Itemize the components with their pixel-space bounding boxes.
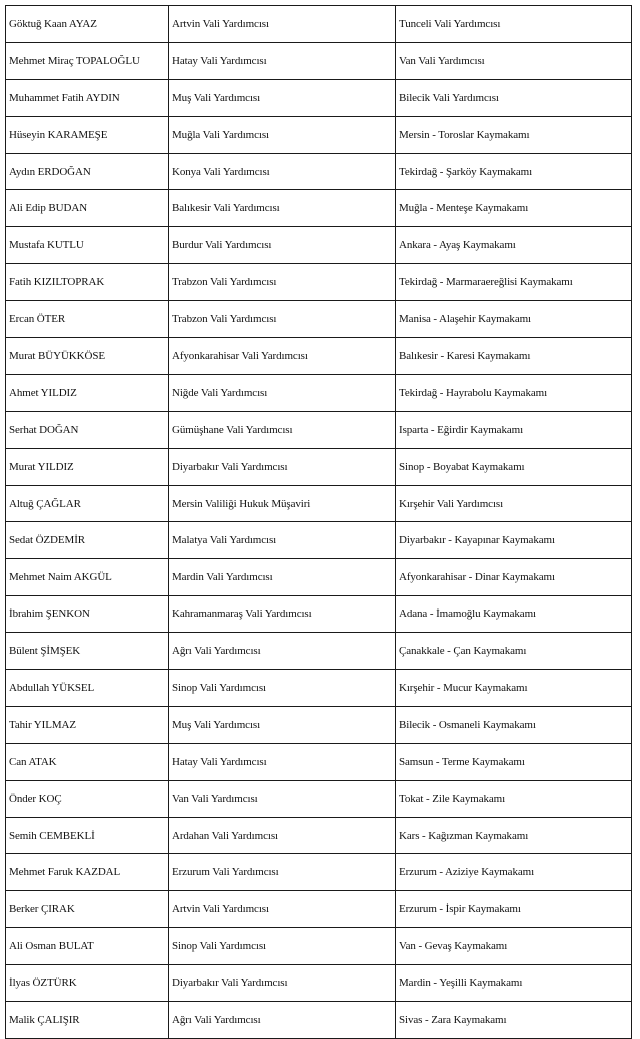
person-name-cell: Murat BÜYÜKKÖSE xyxy=(6,338,169,375)
previous-position-cell: Van Vali Yardımcısı xyxy=(169,780,396,817)
table-row xyxy=(6,1002,632,1039)
table-row xyxy=(6,743,632,780)
table-row xyxy=(6,670,632,707)
previous-position-cell: Artvin Vali Yardımcısı xyxy=(169,6,396,43)
table-row xyxy=(6,596,632,633)
table-row xyxy=(6,485,632,522)
new-position-cell: Kars - Kağızman Kaymakamı xyxy=(396,817,632,854)
previous-position-cell: Ağrı Vali Yardımcısı xyxy=(169,1002,396,1039)
new-position-cell: Ankara - Ayaş Kaymakamı xyxy=(396,227,632,264)
new-position-cell: Van Vali Yardımcısı xyxy=(396,42,632,79)
new-position-cell: Mardin - Yeşilli Kaymakamı xyxy=(396,965,632,1002)
appointment-document xyxy=(5,5,631,1039)
previous-position-cell: Muğla Vali Yardımcısı xyxy=(169,116,396,153)
previous-position-cell: Erzurum Vali Yardımcısı xyxy=(169,854,396,891)
table-row xyxy=(6,6,632,43)
new-position-cell: Samsun - Terme Kaymakamı xyxy=(396,743,632,780)
new-position-cell: Tokat - Zile Kaymakamı xyxy=(396,780,632,817)
previous-position-cell: Diyarbakır Vali Yardımcısı xyxy=(169,448,396,485)
person-name-cell: Can ATAK xyxy=(6,743,169,780)
person-name-cell: Bülent ŞİMŞEK xyxy=(6,633,169,670)
new-position-cell: Manisa - Alaşehir Kaymakamı xyxy=(396,301,632,338)
new-position-cell: Bilecik Vali Yardımcısı xyxy=(396,79,632,116)
previous-position-cell: Afyonkarahisar Vali Yardımcısı xyxy=(169,338,396,375)
person-name-cell: Semih CEMBEKLİ xyxy=(6,817,169,854)
table-row xyxy=(6,965,632,1002)
new-position-cell: Balıkesir - Karesi Kaymakamı xyxy=(396,338,632,375)
person-name-cell: Berker ÇIRAK xyxy=(6,891,169,928)
person-name-cell: Mehmet Faruk KAZDAL xyxy=(6,854,169,891)
previous-position-cell: Mersin Valiliği Hukuk Müşaviri xyxy=(169,485,396,522)
previous-position-cell: Trabzon Vali Yardımcısı xyxy=(169,264,396,301)
person-name-cell: İbrahim ŞENKON xyxy=(6,596,169,633)
table-row xyxy=(6,227,632,264)
table-row xyxy=(6,854,632,891)
new-position-cell: Tekirdağ - Şarköy Kaymakamı xyxy=(396,153,632,190)
person-name-cell: Murat YILDIZ xyxy=(6,448,169,485)
person-name-cell: Malik ÇALIŞIR xyxy=(6,1002,169,1039)
table-row xyxy=(6,448,632,485)
previous-position-cell: Konya Vali Yardımcısı xyxy=(169,153,396,190)
table-row xyxy=(6,338,632,375)
person-name-cell: Önder KOÇ xyxy=(6,780,169,817)
new-position-cell: Tekirdağ - Marmaraereğlisi Kaymakamı xyxy=(396,264,632,301)
previous-position-cell: Malatya Vali Yardımcısı xyxy=(169,522,396,559)
person-name-cell: Ercan ÖTER xyxy=(6,301,169,338)
person-name-cell: Altuğ ÇAĞLAR xyxy=(6,485,169,522)
table-row xyxy=(6,633,632,670)
previous-position-cell: Balıkesir Vali Yardımcısı xyxy=(169,190,396,227)
new-position-cell: Erzurum - Aziziye Kaymakamı xyxy=(396,854,632,891)
table-row xyxy=(6,817,632,854)
person-name-cell: Muhammet Fatih AYDIN xyxy=(6,79,169,116)
person-name-cell: Tahir YILMAZ xyxy=(6,706,169,743)
new-position-cell: Tekirdağ - Hayrabolu Kaymakamı xyxy=(396,374,632,411)
person-name-cell: Abdullah YÜKSEL xyxy=(6,670,169,707)
new-position-cell: Sivas - Zara Kaymakamı xyxy=(396,1002,632,1039)
table-row xyxy=(6,780,632,817)
table-row xyxy=(6,706,632,743)
person-name-cell: İlyas ÖZTÜRK xyxy=(6,965,169,1002)
person-name-cell: Göktuğ Kaan AYAZ xyxy=(6,6,169,43)
previous-position-cell: Burdur Vali Yardımcısı xyxy=(169,227,396,264)
table-row xyxy=(6,190,632,227)
table-row xyxy=(6,264,632,301)
person-name-cell: Ali Edip BUDAN xyxy=(6,190,169,227)
person-name-cell: Fatih KIZILTOPRAK xyxy=(6,264,169,301)
new-position-cell: Erzurum - İspir Kaymakamı xyxy=(396,891,632,928)
previous-position-cell: Gümüşhane Vali Yardımcısı xyxy=(169,411,396,448)
previous-position-cell: Niğde Vali Yardımcısı xyxy=(169,374,396,411)
table-row xyxy=(6,522,632,559)
new-position-cell: Adana - İmamoğlu Kaymakamı xyxy=(396,596,632,633)
previous-position-cell: Hatay Vali Yardımcısı xyxy=(169,743,396,780)
table-row xyxy=(6,301,632,338)
previous-position-cell: Diyarbakır Vali Yardımcısı xyxy=(169,965,396,1002)
new-position-cell: Afyonkarahisar - Dinar Kaymakamı xyxy=(396,559,632,596)
new-position-cell: Tunceli Vali Yardımcısı xyxy=(396,6,632,43)
appointment-table xyxy=(5,5,632,1039)
person-name-cell: Serhat DOĞAN xyxy=(6,411,169,448)
appointment-table-body xyxy=(6,6,632,1039)
person-name-cell: Mehmet Naim AKGÜL xyxy=(6,559,169,596)
previous-position-cell: Sinop Vali Yardımcısı xyxy=(169,928,396,965)
table-row xyxy=(6,79,632,116)
person-name-cell: Hüseyin KARAMEŞE xyxy=(6,116,169,153)
table-row xyxy=(6,42,632,79)
new-position-cell: Sinop - Boyabat Kaymakamı xyxy=(396,448,632,485)
table-row xyxy=(6,374,632,411)
previous-position-cell: Ağrı Vali Yardımcısı xyxy=(169,633,396,670)
new-position-cell: Mersin - Toroslar Kaymakamı xyxy=(396,116,632,153)
previous-position-cell: Mardin Vali Yardımcısı xyxy=(169,559,396,596)
previous-position-cell: Muş Vali Yardımcısı xyxy=(169,706,396,743)
table-row xyxy=(6,116,632,153)
new-position-cell: Kırşehir - Mucur Kaymakamı xyxy=(396,670,632,707)
previous-position-cell: Muş Vali Yardımcısı xyxy=(169,79,396,116)
previous-position-cell: Ardahan Vali Yardımcısı xyxy=(169,817,396,854)
new-position-cell: Diyarbakır - Kayapınar Kaymakamı xyxy=(396,522,632,559)
new-position-cell: Kırşehir Vali Yardımcısı xyxy=(396,485,632,522)
previous-position-cell: Kahramanmaraş Vali Yardımcısı xyxy=(169,596,396,633)
previous-position-cell: Artvin Vali Yardımcısı xyxy=(169,891,396,928)
previous-position-cell: Trabzon Vali Yardımcısı xyxy=(169,301,396,338)
table-row xyxy=(6,891,632,928)
table-row xyxy=(6,411,632,448)
previous-position-cell: Sinop Vali Yardımcısı xyxy=(169,670,396,707)
table-row xyxy=(6,153,632,190)
person-name-cell: Aydın ERDOĞAN xyxy=(6,153,169,190)
person-name-cell: Mustafa KUTLU xyxy=(6,227,169,264)
person-name-cell: Ali Osman BULAT xyxy=(6,928,169,965)
table-row xyxy=(6,559,632,596)
new-position-cell: Isparta - Eğirdir Kaymakamı xyxy=(396,411,632,448)
person-name-cell: Mehmet Miraç TOPALOĞLU xyxy=(6,42,169,79)
table-row xyxy=(6,928,632,965)
new-position-cell: Muğla - Menteşe Kaymakamı xyxy=(396,190,632,227)
person-name-cell: Ahmet YILDIZ xyxy=(6,374,169,411)
new-position-cell: Bilecik - Osmaneli Kaymakamı xyxy=(396,706,632,743)
person-name-cell: Sedat ÖZDEMİR xyxy=(6,522,169,559)
previous-position-cell: Hatay Vali Yardımcısı xyxy=(169,42,396,79)
new-position-cell: Çanakkale - Çan Kaymakamı xyxy=(396,633,632,670)
new-position-cell: Van - Gevaş Kaymakamı xyxy=(396,928,632,965)
